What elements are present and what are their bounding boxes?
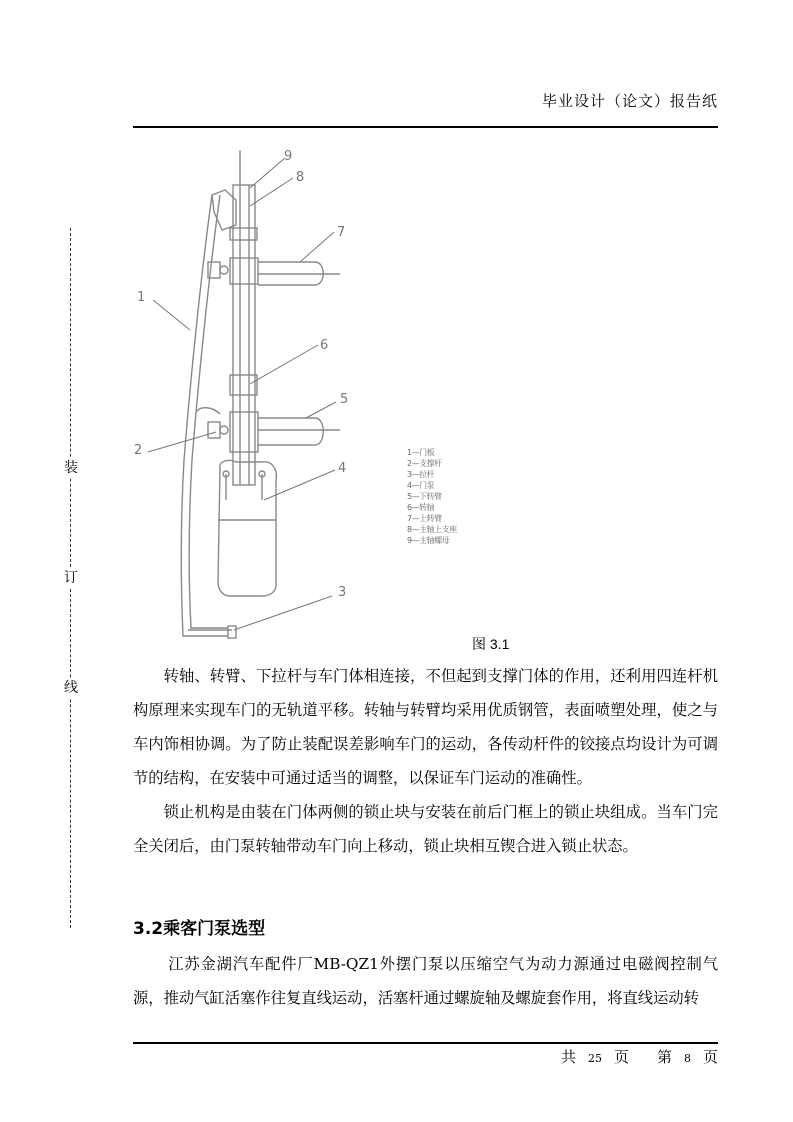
footer-current-page: 8 bbox=[683, 1052, 691, 1065]
callout-5: 5 bbox=[340, 392, 349, 407]
legend-item: 1—门板 bbox=[407, 448, 435, 457]
legend-item: 2—支撑杆 bbox=[407, 459, 442, 468]
door-mechanism-figure bbox=[130, 145, 490, 645]
callout-6: 6 bbox=[320, 338, 329, 353]
door-panel bbox=[181, 195, 228, 636]
footer-total-prefix: 共 bbox=[560, 1048, 576, 1066]
callout-8: 8 bbox=[296, 170, 305, 185]
footer-current-prefix: 第 bbox=[656, 1048, 672, 1066]
figure-caption: 图 3.1 bbox=[472, 636, 510, 652]
section-heading: 3.2乘客门泵选型 bbox=[133, 919, 266, 939]
legend-item: 4—门泵 bbox=[407, 481, 435, 490]
callout-7: 7 bbox=[337, 225, 346, 240]
page-header-title: 毕业设计（论文）报告纸 bbox=[541, 92, 718, 110]
callout-2: 2 bbox=[134, 443, 143, 458]
binding-char-xian: 线 bbox=[64, 680, 78, 696]
shaft bbox=[233, 185, 255, 485]
binding-char-ding: 订 bbox=[64, 570, 78, 586]
lower-arm bbox=[230, 412, 258, 452]
legend-item: 7—上转臂 bbox=[407, 514, 442, 523]
door-pump bbox=[218, 460, 276, 596]
body-paragraph-1: 转轴、转臂、下拉杆与车门体相连接，不但起到支撑门体的作用，还利用四连杆机构原理来实现车门的无轨道平移。转轴与转臂均采用优质钢管，表面喷塑处理，使之与车内饰相协调。为了防止装配误差影响车门的运动，各传动杆件的铰接点均设计为可调节的结构，在安装中可通过适当的调整，以保证车门运动的准确性。 bbox=[133, 667, 718, 787]
body-paragraph-3: 江苏金湖汽车配件厂MB-QZ1外摆门泵以压缩空气为动力源通过电磁阀控制气源，推动气缸活塞作往复直线运动，活塞杆通过螺旋轴及螺旋套作用，将直线运动转 bbox=[133, 955, 718, 1007]
legend-item: 9—主轴螺母 bbox=[407, 536, 450, 545]
legend-item: 5—下转臂 bbox=[407, 492, 442, 501]
legend-item: 3—拉杆 bbox=[407, 470, 435, 479]
footer-rule bbox=[133, 1042, 718, 1044]
callout-4: 4 bbox=[338, 461, 347, 476]
legend-item: 6—转轴 bbox=[407, 503, 435, 512]
footer-current-suffix: 页 bbox=[702, 1048, 718, 1066]
upper-arm bbox=[230, 258, 258, 284]
body-paragraph-2: 锁止机构是由装在门体两侧的锁止块与安装在前后门框上的锁止块组成。当车门完全关闭后，由门泵转轴带动车门向上移动，锁止块相互锲合进入锁止状态。 bbox=[133, 803, 718, 855]
header-rule bbox=[133, 126, 718, 128]
legend-item: 8—主轴上支座 bbox=[407, 525, 457, 534]
callout-9: 9 bbox=[284, 149, 293, 164]
callout-1: 1 bbox=[137, 290, 146, 305]
binding-char-zhuang: 装 bbox=[64, 460, 78, 476]
footer-total-pages: 25 bbox=[587, 1052, 602, 1065]
footer-total-suffix: 页 bbox=[613, 1048, 629, 1066]
page-footer bbox=[561, 1046, 718, 1067]
figure-legend bbox=[407, 447, 457, 546]
callout-3: 3 bbox=[338, 585, 347, 600]
